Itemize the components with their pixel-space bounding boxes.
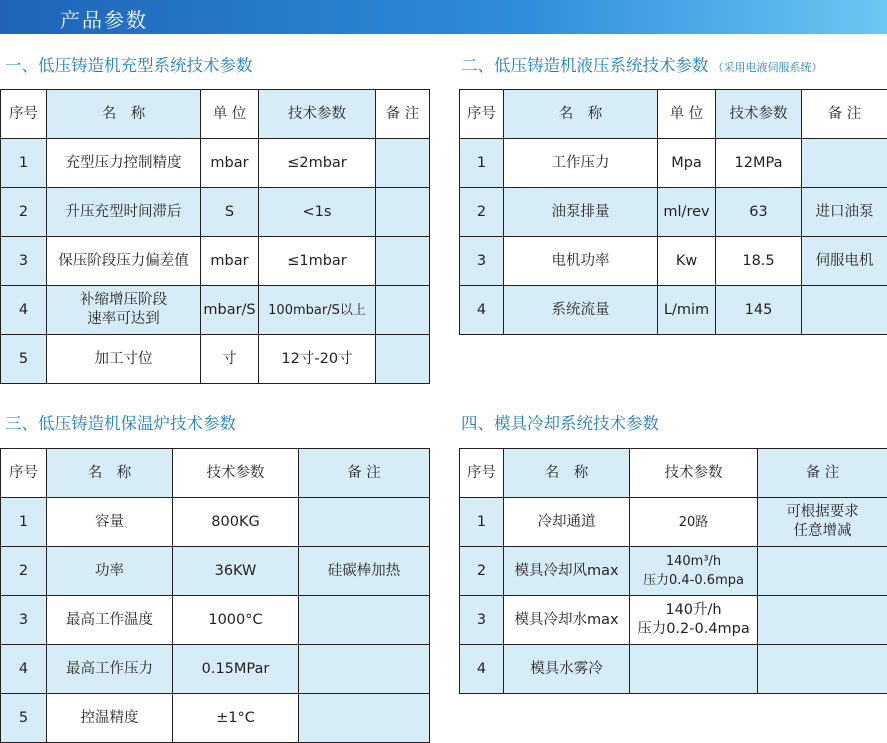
header-cell bbox=[1, 449, 47, 498]
table-cell bbox=[201, 188, 259, 237]
cell-text: 备 注 bbox=[347, 464, 381, 481]
cell-text: 工作压力 bbox=[551, 154, 610, 171]
header-cell bbox=[658, 90, 716, 139]
cell-text: 12寸-20寸 bbox=[281, 350, 353, 367]
section-title-3 bbox=[5, 410, 236, 434]
cell-text: L/mim bbox=[663, 301, 710, 318]
table-cell bbox=[630, 498, 758, 547]
table-cell bbox=[658, 139, 716, 188]
table-cell bbox=[504, 286, 658, 335]
cell-text: 4 bbox=[476, 660, 487, 677]
header-cell bbox=[630, 449, 758, 498]
header-cell bbox=[259, 90, 376, 139]
table-cell bbox=[47, 596, 173, 645]
cell-text: 1 bbox=[476, 154, 487, 171]
table-cell bbox=[630, 596, 758, 645]
cell-text: 2 bbox=[476, 203, 487, 220]
header-row bbox=[460, 90, 887, 139]
table-row bbox=[1, 547, 430, 596]
cell-text: 技术参数 bbox=[664, 464, 723, 481]
section-title-3-text: 三、低压铸造机保温炉技术参数 bbox=[5, 414, 236, 433]
table-cell bbox=[47, 188, 201, 237]
cell-text: 5 bbox=[18, 709, 29, 726]
cell-text: 备 注 bbox=[827, 105, 862, 122]
header-cell bbox=[201, 90, 259, 139]
table-cell bbox=[376, 237, 430, 286]
cell-text: 63 bbox=[749, 203, 768, 220]
cell-text: 伺服电机 bbox=[815, 252, 874, 269]
cell-text: 功率 bbox=[95, 562, 124, 579]
table-cell bbox=[658, 188, 716, 237]
cell-text: Mpa bbox=[671, 154, 702, 171]
table-cell bbox=[259, 237, 376, 286]
table-cell bbox=[376, 188, 430, 237]
cell-text: 3 bbox=[18, 252, 29, 269]
table-cell bbox=[758, 645, 887, 694]
table-cell bbox=[460, 645, 504, 694]
table-cell bbox=[758, 498, 887, 547]
table-cell bbox=[460, 188, 504, 237]
cell-text: 硅碳棒加热 bbox=[327, 562, 401, 579]
table-cell bbox=[716, 286, 802, 335]
header-row bbox=[460, 449, 887, 498]
table-cell bbox=[504, 498, 630, 547]
cell-text: mbar/S bbox=[203, 301, 256, 318]
cell-text: 4 bbox=[476, 301, 487, 318]
cell-text: 最高工作压力 bbox=[66, 660, 153, 677]
table-cell bbox=[504, 188, 658, 237]
header-row bbox=[1, 90, 430, 139]
table-cell bbox=[716, 139, 802, 188]
cell-text: 油泵排量 bbox=[551, 203, 610, 220]
header-cell bbox=[460, 90, 504, 139]
cell-text: 1 bbox=[18, 513, 29, 530]
cell-text: 模具冷却风max bbox=[514, 562, 619, 579]
cell-text: 140升/h 压力0.2-0.4mpa bbox=[637, 602, 750, 637]
cell-text: 模具水雾冷 bbox=[530, 660, 603, 677]
table-row bbox=[460, 498, 887, 547]
cell-text: 3 bbox=[476, 252, 487, 269]
table-row bbox=[1, 139, 430, 188]
table-cell bbox=[47, 286, 201, 335]
table-cell bbox=[658, 237, 716, 286]
table-cell bbox=[630, 645, 758, 694]
table-cell bbox=[259, 188, 376, 237]
table-cell bbox=[47, 335, 201, 384]
table-cell bbox=[173, 547, 299, 596]
table-cell bbox=[716, 188, 802, 237]
cell-text: 36KW bbox=[214, 562, 257, 579]
section-title-1-text: 一、低压铸造机充型系统技术参数 bbox=[5, 56, 253, 75]
cell-text: 名 称 bbox=[101, 105, 146, 122]
table-cell bbox=[299, 547, 430, 596]
table-cell bbox=[460, 237, 504, 286]
header-cell bbox=[47, 449, 173, 498]
cell-text: 进口油泵 bbox=[815, 203, 874, 220]
cell-text: mbar bbox=[210, 252, 249, 269]
section-title-2-text: 二、低压铸造机液压系统技术参数 bbox=[461, 56, 709, 75]
section-title-4 bbox=[461, 410, 659, 434]
cell-text: 100mbar/S以上 bbox=[268, 302, 366, 318]
cell-text: 3 bbox=[18, 611, 29, 628]
table-cell bbox=[1, 498, 47, 547]
cell-text: 1 bbox=[18, 154, 29, 171]
cell-text: 备 注 bbox=[385, 105, 420, 122]
cell-text: 单 位 bbox=[669, 105, 704, 122]
cell-text: 补缩增压阶段 速率可达到 bbox=[80, 292, 167, 327]
table-row bbox=[1, 286, 430, 335]
cell-text: Kw bbox=[675, 252, 698, 269]
mold-cooling-table bbox=[459, 448, 887, 694]
table-cell bbox=[376, 139, 430, 188]
cell-text: 寸 bbox=[222, 350, 237, 367]
table-cell bbox=[758, 596, 887, 645]
table-cell bbox=[802, 188, 887, 237]
cell-text: 名 称 bbox=[558, 105, 603, 122]
cell-text: 序号 bbox=[467, 464, 496, 481]
header-cell bbox=[716, 90, 802, 139]
table-row bbox=[1, 694, 430, 743]
table-row bbox=[460, 596, 887, 645]
table-cell bbox=[658, 286, 716, 335]
header-cell bbox=[376, 90, 430, 139]
cell-text: 技术参数 bbox=[206, 464, 265, 481]
table-cell bbox=[1, 335, 47, 384]
banner-title: 产品参数 bbox=[60, 8, 148, 32]
table-row bbox=[460, 645, 887, 694]
cell-text: 可根据要求 任意增减 bbox=[786, 504, 859, 539]
cell-text: <1s bbox=[302, 203, 332, 220]
cell-text: 0.15MPar bbox=[201, 660, 270, 677]
header-cell bbox=[299, 449, 430, 498]
table-cell bbox=[259, 139, 376, 188]
table-row bbox=[1, 188, 430, 237]
cell-text: mbar bbox=[210, 154, 249, 171]
table-cell bbox=[1, 645, 47, 694]
table-cell bbox=[376, 286, 430, 335]
table-cell bbox=[47, 139, 201, 188]
table-cell bbox=[758, 547, 887, 596]
cell-text: 20路 bbox=[678, 514, 709, 530]
table-row bbox=[460, 547, 887, 596]
cell-text: 名 称 bbox=[87, 464, 132, 481]
table-cell bbox=[1, 188, 47, 237]
cell-text: 18.5 bbox=[742, 252, 775, 269]
cell-text: 名 称 bbox=[544, 464, 589, 481]
cell-text: ±1°C bbox=[216, 709, 255, 726]
table-cell bbox=[460, 286, 504, 335]
table-cell bbox=[630, 547, 758, 596]
table-cell bbox=[201, 139, 259, 188]
cell-text: 技术参数 bbox=[729, 105, 788, 122]
cell-text: 冷却通道 bbox=[537, 513, 596, 530]
table-row bbox=[1, 237, 430, 286]
table-row bbox=[1, 498, 430, 547]
table-cell bbox=[47, 694, 173, 743]
filling-system-table bbox=[0, 89, 430, 384]
table-cell bbox=[299, 498, 430, 547]
table-cell bbox=[47, 547, 173, 596]
cell-text: 模具冷却水max bbox=[514, 611, 619, 628]
top-banner bbox=[0, 0, 887, 34]
table-cell bbox=[376, 335, 430, 384]
cell-text: 145 bbox=[744, 301, 773, 318]
table-cell bbox=[1, 286, 47, 335]
cell-text: 2 bbox=[18, 203, 29, 220]
header-cell bbox=[47, 90, 201, 139]
table-cell bbox=[259, 335, 376, 384]
header-cell bbox=[504, 90, 658, 139]
table-row bbox=[460, 139, 887, 188]
cell-text: 充型压力控制精度 bbox=[65, 154, 182, 171]
table-cell bbox=[299, 694, 430, 743]
header-cell bbox=[802, 90, 887, 139]
cell-text: 电机功率 bbox=[551, 252, 610, 269]
cell-text: 保压阶段压力偏差值 bbox=[58, 252, 189, 269]
table-row bbox=[1, 645, 430, 694]
header-row bbox=[1, 449, 430, 498]
table-row bbox=[1, 335, 430, 384]
cell-text: 序号 bbox=[9, 105, 38, 122]
cell-text: 加工寸位 bbox=[94, 350, 153, 367]
cell-text: 2 bbox=[476, 562, 487, 579]
header-cell bbox=[460, 449, 504, 498]
table-cell bbox=[460, 139, 504, 188]
cell-text: 容量 bbox=[95, 513, 124, 530]
table-cell bbox=[1, 694, 47, 743]
cell-text: 技术参数 bbox=[288, 105, 346, 122]
cell-text: 单 位 bbox=[212, 105, 247, 122]
table-cell bbox=[201, 335, 259, 384]
table-cell bbox=[201, 237, 259, 286]
section-title-2 bbox=[461, 52, 823, 76]
table-row bbox=[460, 286, 887, 335]
table-cell bbox=[299, 645, 430, 694]
table-cell bbox=[504, 547, 630, 596]
table-cell bbox=[173, 694, 299, 743]
cell-text: 序号 bbox=[9, 464, 38, 481]
table-cell bbox=[1, 139, 47, 188]
cell-text: ≤2mbar bbox=[287, 154, 347, 171]
table-cell bbox=[504, 139, 658, 188]
table-cell bbox=[716, 237, 802, 286]
table-cell bbox=[504, 645, 630, 694]
table-cell bbox=[173, 498, 299, 547]
table-row bbox=[1, 596, 430, 645]
table-cell bbox=[1, 237, 47, 286]
header-cell bbox=[758, 449, 887, 498]
table-cell bbox=[1, 547, 47, 596]
cell-text: 1000°C bbox=[208, 611, 263, 628]
section-title-1 bbox=[5, 52, 253, 76]
cell-text: 1 bbox=[476, 513, 487, 530]
section-title-2-subtitle: （采用电液伺服系统） bbox=[712, 61, 823, 74]
table-cell bbox=[173, 645, 299, 694]
table-row bbox=[460, 237, 887, 286]
table-cell bbox=[460, 547, 504, 596]
hydraulic-system-table bbox=[459, 89, 887, 335]
cell-text: 4 bbox=[18, 301, 29, 318]
cell-text: 12MPa bbox=[734, 154, 783, 171]
table-cell bbox=[259, 286, 376, 335]
table-cell bbox=[504, 596, 630, 645]
cell-text: 序号 bbox=[467, 105, 496, 122]
cell-text: 4 bbox=[18, 660, 29, 677]
table-cell bbox=[460, 596, 504, 645]
header-cell bbox=[1, 90, 47, 139]
table-cell bbox=[173, 596, 299, 645]
cell-text: S bbox=[224, 203, 235, 220]
cell-text: ml/rev bbox=[663, 203, 710, 220]
table-cell bbox=[1, 596, 47, 645]
table-cell bbox=[47, 498, 173, 547]
cell-text: ≤1mbar bbox=[287, 252, 347, 269]
header-cell bbox=[504, 449, 630, 498]
cell-text: 140m³/h 压力0.4-0.6mpa bbox=[643, 554, 744, 588]
table-cell bbox=[802, 237, 887, 286]
header-cell bbox=[173, 449, 299, 498]
cell-text: 2 bbox=[18, 562, 29, 579]
cell-text: 5 bbox=[18, 350, 29, 367]
cell-text: 备 注 bbox=[805, 464, 840, 481]
cell-text: 控温精度 bbox=[80, 709, 139, 726]
table-cell bbox=[460, 498, 504, 547]
cell-text: 3 bbox=[476, 611, 487, 628]
table-cell bbox=[47, 645, 173, 694]
table-row bbox=[460, 188, 887, 237]
furnace-table bbox=[0, 448, 430, 743]
table-cell bbox=[47, 237, 201, 286]
cell-text: 升压充型时间滞后 bbox=[65, 203, 182, 220]
table-cell bbox=[201, 286, 259, 335]
table-cell bbox=[802, 139, 887, 188]
table-cell bbox=[299, 596, 430, 645]
cell-text: 最高工作温度 bbox=[66, 611, 153, 628]
section-title-4-text: 四、模具冷却系统技术参数 bbox=[461, 414, 659, 433]
table-cell bbox=[802, 286, 887, 335]
table-cell bbox=[504, 237, 658, 286]
cell-text: 800KG bbox=[211, 513, 260, 530]
cell-text: 系统流量 bbox=[551, 301, 610, 318]
